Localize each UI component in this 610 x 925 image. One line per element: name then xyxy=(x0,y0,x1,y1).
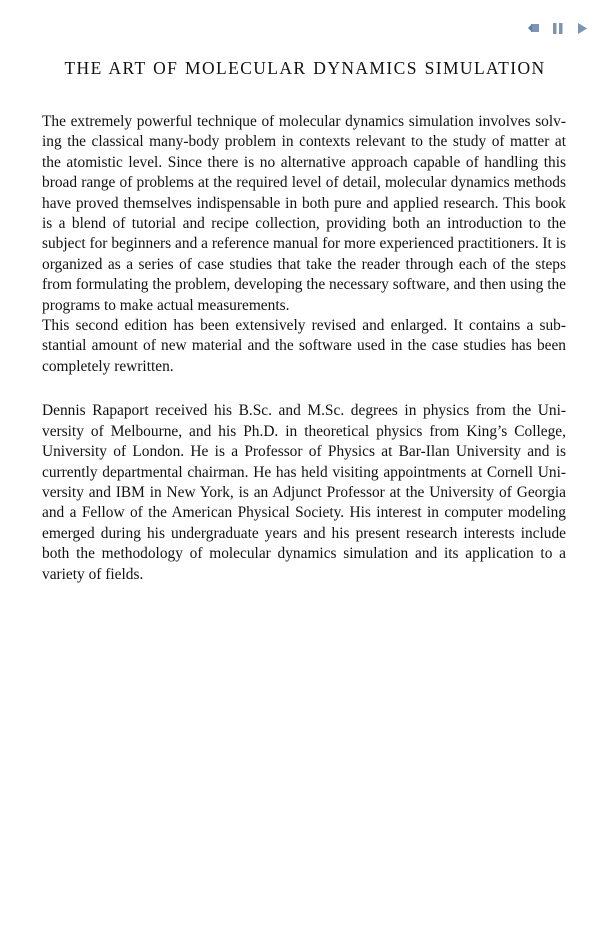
back-icon[interactable] xyxy=(528,22,540,34)
pause-icon[interactable] xyxy=(552,22,564,34)
book-title: THE ART OF MOLECULAR DYNAMICS SIMULATION xyxy=(64,58,546,78)
paragraph-gap xyxy=(42,377,566,401)
author-biography: Dennis Rapaport received his B.Sc. and M.Sc. degrees in physics from the University of Melbourne, and his Ph.D. in theoretical physics from King’s College, University of London. He is a Professor of Physics at Bar-Ilan University and is currently departmental chairman. He has held visiting appointments at Cornell University and IBM in New York, is an Adjunct Professor at the University of Georgia and a Fellow of the American Physical Society. His interest in computer modeling emerged during his undergraduate years and his present research interests include both the methodology of molecular dynamics simulation and its application to a variety of fields. xyxy=(42,402,566,583)
description-paragraph: The extremely powerful technique of molecular dynamics simulation involves solving the classical many-body problem in contexts relevant to the study of matter at the atomistic level. Since there is no alternative approach capable of handling this broad range of problems at the required level of detail, molecular dynamics methods have proved themselves indispensable in both pure and applied research. This book is a blend of tutorial and recipe collection, providing both an introduction to the subject for beginners and a reference manual for more experienced practitioners. It is organized as a series of case studies that take the reader through each of the steps from formulating the problem, developing the necessary software, and then using the programs to make actual measurements. xyxy=(42,113,566,314)
back-cover-text xyxy=(42,112,566,585)
play-icon[interactable] xyxy=(576,22,588,34)
page-navigation xyxy=(528,22,588,34)
description-paragraph: This second edition has been extensively revised and enlarged. It contains a substantial amount of new material and the software used in the case studies has been completely rewritten. xyxy=(42,317,566,375)
